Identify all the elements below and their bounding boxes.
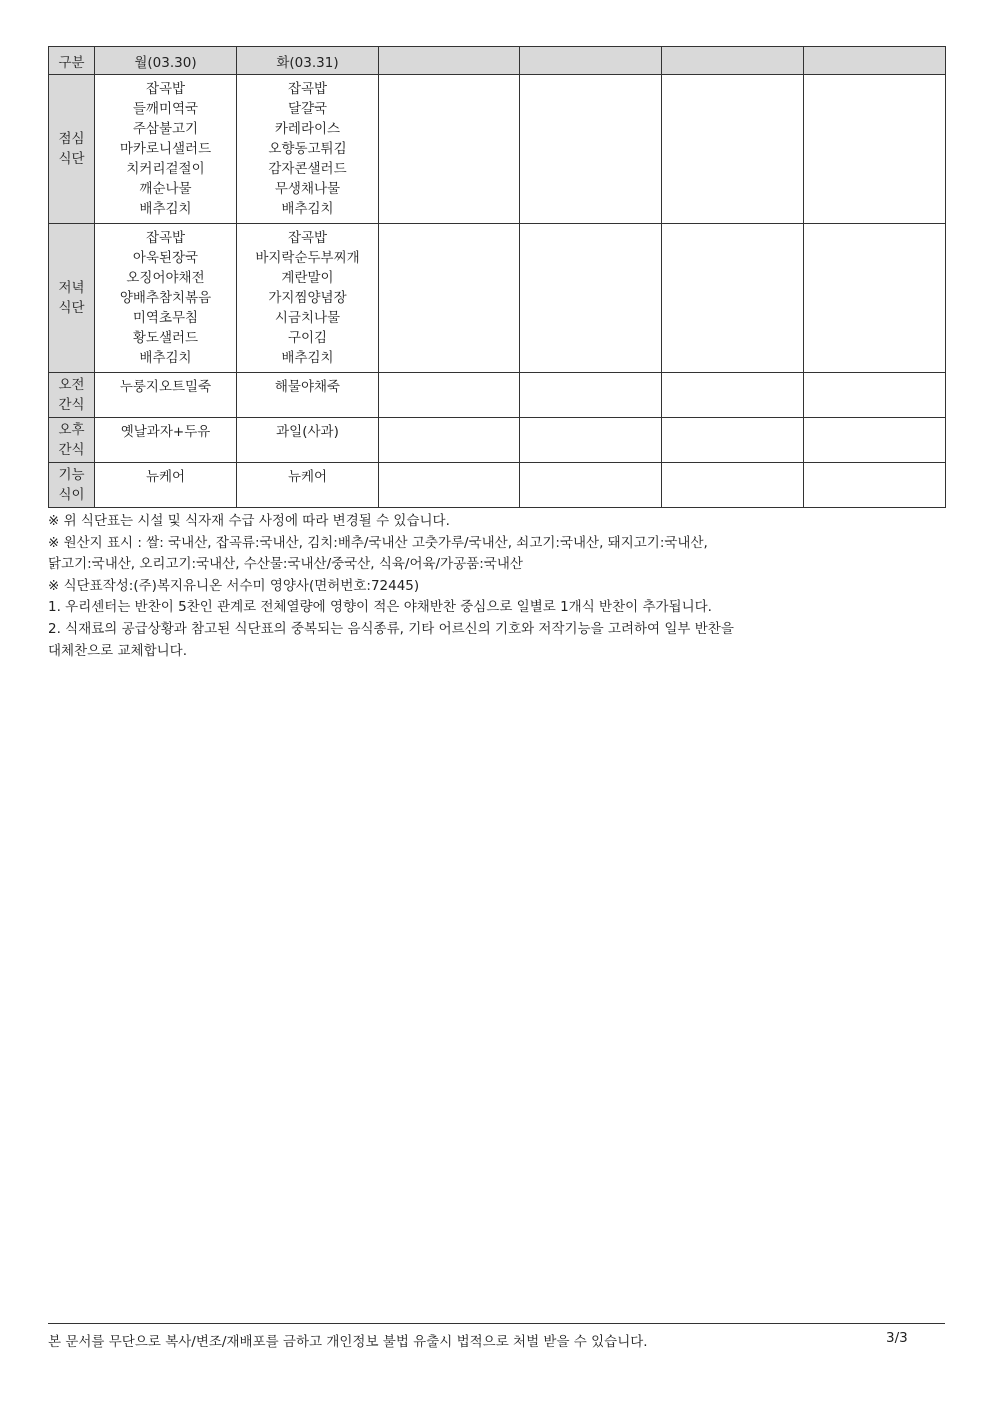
note-origin-label: ※ 원산지 표시 : 쌀: 국내산, 잡곡류:국내산, 김치:배추/국내산 고춧가루/국내산, 쇠고기:국내산, 돼지고기:국내산, bbox=[48, 534, 708, 551]
menu-item: 잡곡밥 bbox=[287, 230, 328, 246]
note-change-notice: ※ 위 식단표는 시설 및 식자재 수급 사정에 따라 변경될 수 있습니다. bbox=[48, 513, 450, 529]
menu-item: 주삼불고기 bbox=[132, 121, 199, 137]
empty-cell bbox=[379, 373, 520, 418]
header-day-monday: 월(03.30) bbox=[95, 47, 237, 75]
header-day-3 bbox=[379, 47, 520, 75]
row-label-dinner bbox=[49, 224, 95, 373]
row-label-line: 식이 bbox=[58, 487, 85, 503]
menu-item: 옛날과자+두유 bbox=[120, 424, 211, 440]
dinner-tuesday-cell bbox=[237, 224, 379, 373]
menu-item: 바지락순두부찌개 bbox=[255, 250, 360, 266]
note-substitution-policy: 2. 식재료의 공급상황과 참고된 식단표의 중복되는 음식종류, 기타 어르신의 기호와 저작기능을 고려하여 일부 반찬을 bbox=[48, 620, 734, 637]
empty-cell bbox=[520, 373, 662, 418]
table-row-afternoon-snack bbox=[49, 418, 946, 463]
empty-cell bbox=[520, 463, 662, 508]
empty-cell bbox=[379, 463, 520, 508]
row-label-line: 점심 bbox=[58, 131, 85, 147]
menu-item: 잡곡밥 bbox=[145, 81, 186, 97]
lunch-monday-cell bbox=[95, 75, 237, 224]
row-label-line: 기능 bbox=[58, 467, 85, 483]
header-day-5 bbox=[662, 47, 804, 75]
menu-item: 무생채나물 bbox=[274, 181, 341, 197]
row-label-line: 식단 bbox=[58, 151, 85, 167]
menu-item: 뉴케어 bbox=[287, 469, 328, 485]
notes-section bbox=[48, 511, 948, 662]
menu-item: 치커리겉절이 bbox=[126, 161, 205, 177]
therapeutic-diet-monday-cell bbox=[95, 463, 237, 508]
afternoon-snack-monday-cell bbox=[95, 418, 237, 463]
menu-item: 오향동고튀김 bbox=[268, 141, 347, 157]
menu-item: 계란말이 bbox=[281, 270, 334, 286]
menu-item: 시금치나물 bbox=[274, 310, 341, 326]
menu-item: 감자콘샐러드 bbox=[268, 161, 347, 177]
row-label-line: 저녁 bbox=[58, 280, 85, 296]
menu-item: 황도샐러드 bbox=[132, 330, 199, 346]
menu-item: 미역초무침 bbox=[132, 310, 199, 326]
menu-item: 구이김 bbox=[287, 330, 328, 346]
row-label-lunch bbox=[49, 75, 95, 224]
empty-cell bbox=[662, 463, 804, 508]
note-origin-label-continued: 닭고기:국내산, 오리고기:국내산, 수산물:국내산/중국산, 식육/어육/가공품:국내산 bbox=[48, 556, 523, 573]
menu-item: 오징어야채전 bbox=[126, 270, 205, 286]
empty-cell bbox=[520, 224, 662, 373]
table-row-morning-snack bbox=[49, 373, 946, 418]
morning-snack-monday-cell bbox=[95, 373, 237, 418]
lunch-tuesday-cell bbox=[237, 75, 379, 224]
table-row-therapeutic-diet bbox=[49, 463, 946, 508]
empty-cell bbox=[662, 373, 804, 418]
menu-item: 카레라이스 bbox=[274, 121, 341, 137]
note-substitution-policy-continued: 대체찬으로 교체합니다. bbox=[48, 642, 187, 659]
empty-cell bbox=[804, 418, 946, 463]
menu-item: 과일(사과) bbox=[276, 424, 339, 440]
menu-item: 양배추참치볶음 bbox=[119, 290, 212, 306]
menu-item: 누룽지오트밀죽 bbox=[119, 379, 212, 395]
menu-item: 배추김치 bbox=[139, 350, 192, 366]
menu-item: 배추김치 bbox=[281, 350, 334, 366]
menu-item: 달걀국 bbox=[287, 101, 328, 117]
row-label-afternoon-snack bbox=[49, 418, 95, 463]
empty-cell bbox=[379, 418, 520, 463]
empty-cell bbox=[804, 224, 946, 373]
note-side-dish-policy: 1. 우리센터는 반찬이 5찬인 관계로 전체열량에 영향이 적은 야채반찬 중심으로 일별로 1개식 반찬이 추가됩니다. bbox=[48, 599, 712, 616]
row-label-line: 간식 bbox=[58, 442, 85, 458]
menu-item: 가지찜양념장 bbox=[268, 290, 347, 306]
header-day-4 bbox=[520, 47, 662, 75]
header-category: 구분 bbox=[49, 47, 95, 75]
menu-item: 잡곡밥 bbox=[145, 230, 186, 246]
empty-cell bbox=[804, 373, 946, 418]
table-row-lunch bbox=[49, 75, 946, 224]
meal-plan-table bbox=[48, 46, 946, 508]
table-row-dinner bbox=[49, 224, 946, 373]
row-label-line: 간식 bbox=[58, 397, 85, 413]
row-label-line: 식단 bbox=[58, 300, 85, 316]
dinner-monday-cell bbox=[95, 224, 237, 373]
empty-cell bbox=[379, 75, 520, 224]
row-label-line: 오전 bbox=[58, 377, 85, 393]
empty-cell bbox=[804, 75, 946, 224]
row-label-therapeutic-diet bbox=[49, 463, 95, 508]
note-author: ※ 식단표작성:(주)복지유니온 서수미 영양사(면허번호:72445) bbox=[48, 577, 420, 594]
menu-item: 배추김치 bbox=[139, 201, 192, 217]
header-day-tuesday: 화(03.31) bbox=[237, 47, 379, 75]
header-day-6 bbox=[804, 47, 946, 75]
therapeutic-diet-tuesday-cell bbox=[237, 463, 379, 508]
empty-cell bbox=[520, 75, 662, 224]
menu-item: 배추김치 bbox=[281, 201, 334, 217]
menu-item: 아욱된장국 bbox=[132, 250, 199, 266]
table-header-row bbox=[49, 47, 946, 75]
empty-cell bbox=[520, 418, 662, 463]
afternoon-snack-tuesday-cell bbox=[237, 418, 379, 463]
empty-cell bbox=[662, 75, 804, 224]
menu-item: 해물야채죽 bbox=[274, 379, 341, 395]
empty-cell bbox=[662, 224, 804, 373]
menu-item: 들깨미역국 bbox=[132, 101, 199, 117]
page-number: 3/3 bbox=[886, 1330, 908, 1346]
menu-item: 깨순나물 bbox=[139, 181, 192, 197]
footer-copyright-notice: 본 문서를 무단으로 복사/변조/재배포를 금하고 개인정보 불법 유출시 법적으로 처벌 받을 수 있습니다. bbox=[48, 1334, 648, 1350]
row-label-line: 오후 bbox=[58, 422, 85, 438]
footer-divider bbox=[48, 1323, 945, 1324]
empty-cell bbox=[662, 418, 804, 463]
morning-snack-tuesday-cell bbox=[237, 373, 379, 418]
empty-cell bbox=[379, 224, 520, 373]
menu-item: 마카로니샐러드 bbox=[119, 141, 212, 157]
row-label-morning-snack bbox=[49, 373, 95, 418]
menu-item: 잡곡밥 bbox=[287, 81, 328, 97]
empty-cell bbox=[804, 463, 946, 508]
menu-item: 뉴케어 bbox=[145, 469, 186, 485]
